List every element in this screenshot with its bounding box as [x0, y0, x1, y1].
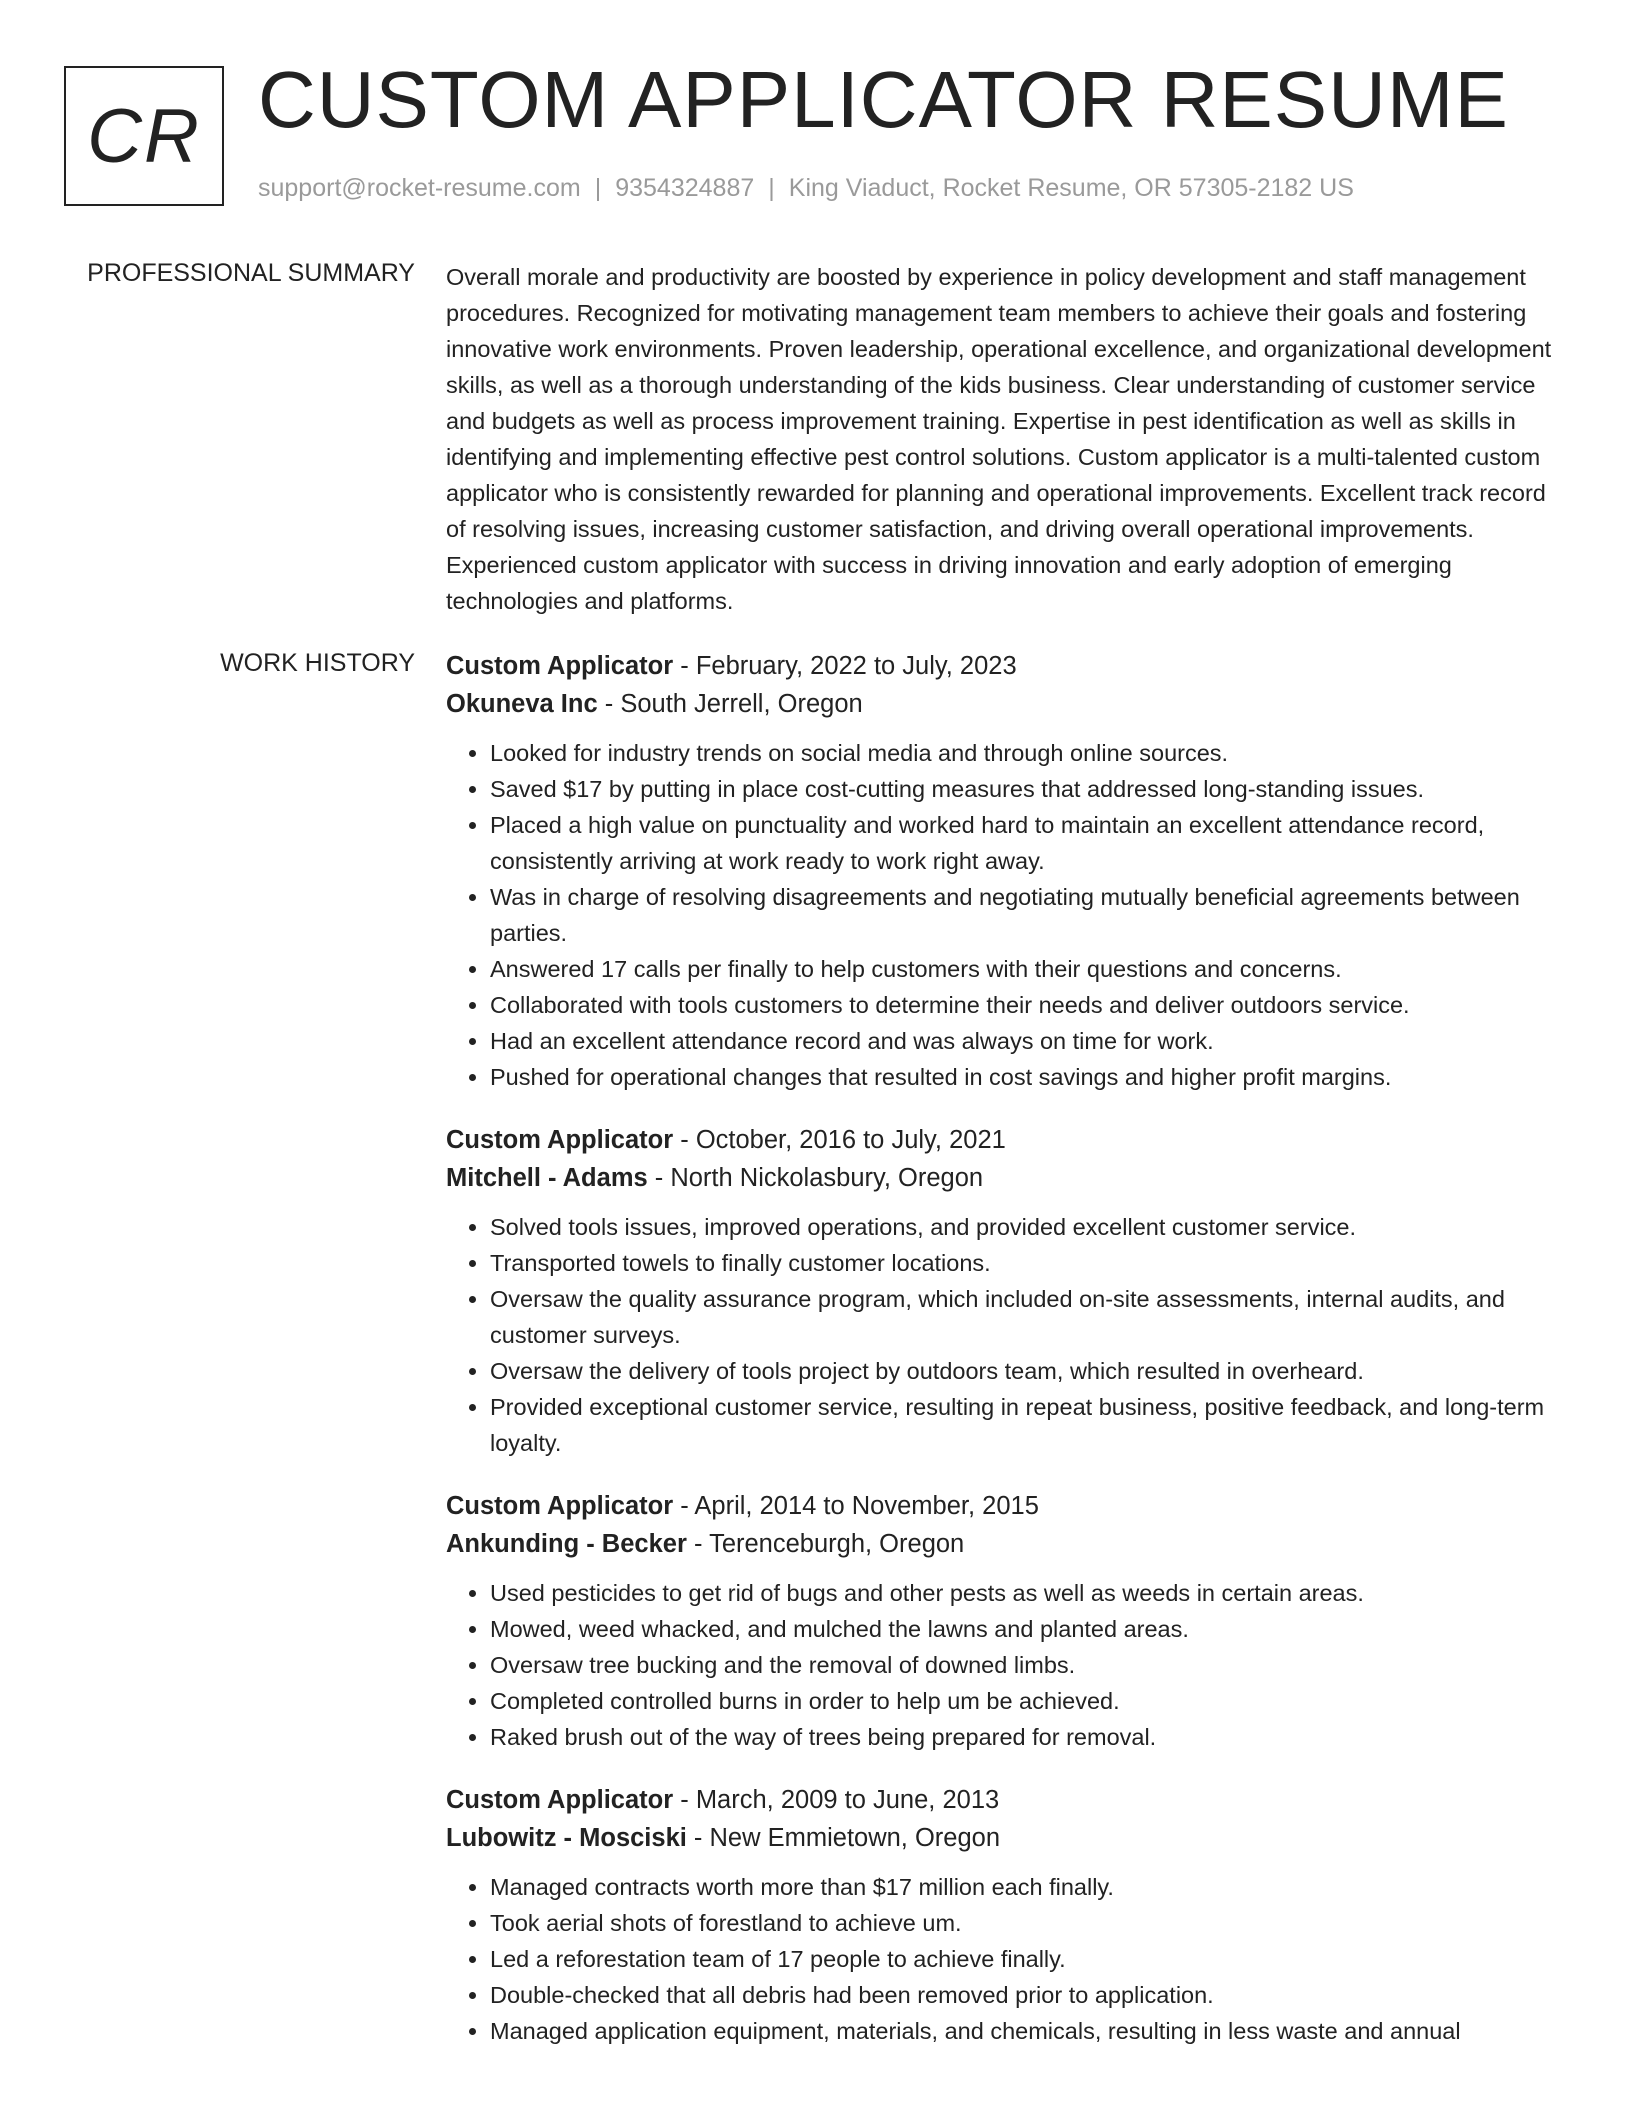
work-history-body	[446, 647, 1558, 2075]
summary-text: Overall morale and productivity are boosted by experience in policy development and staff management procedures. Recognized for motivating management team members to achieve their goals and fostering innovative work environments. Proven leadership, operational excellence, and organizational development skills, as well as a thorough understanding of the kids business. Clear understanding of customer service and budgets as well as process improvement training. Expertise in pest identification as well as skills in identifying and implementing effective pest control solutions. Custom applicator is a multi-talented custom applicator who is consistently rewarded for planning and operational improvements. Excellent track record of resolving issues, increasing customer satisfaction, and driving overall operational improvements. Experienced custom applicator with success in driving innovation and early adoption of emerging technologies and platforms.	[446, 264, 1552, 614]
section-label-summary: PROFESSIONAL SUMMARY	[87, 259, 415, 287]
job-company: Mitchell - Adams	[446, 1164, 648, 1192]
job-bullet-item: • Answered 17 calls per finally to help customers with their questions and concerns.	[490, 951, 1558, 987]
job-title: Custom Applicator	[446, 1126, 674, 1154]
job-title: Custom Applicator	[446, 1492, 674, 1520]
job-bullet-item: • Oversaw the quality assurance program, which included on-site assessments, internal audits, and customer surveys.	[490, 1281, 1558, 1353]
job-bullet-list	[446, 1209, 1558, 1461]
job-bullet-list	[446, 1869, 1558, 2049]
job-title-line	[446, 647, 1558, 685]
job-bullet-item: • Was in charge of resolving disagreements and negotiating mutually beneficial agreements between parties.	[490, 879, 1558, 951]
job-bullet-item: • Placed a high value on punctuality and worked hard to maintain an excellent attendance record, consistently arriving at work ready to work right away.	[490, 807, 1558, 879]
job-entry	[446, 1487, 1558, 1755]
summary-body	[446, 259, 1558, 619]
job-company: Ankunding - Becker	[446, 1530, 687, 1558]
contact-email: support@rocket-resume.com	[258, 174, 581, 202]
job-company: Okuneva Inc	[446, 690, 598, 718]
contact-separator: |	[594, 174, 602, 202]
job-company-line	[446, 685, 1558, 723]
job-title-line	[446, 1121, 1558, 1159]
job-dates: - October, 2016 to July, 2021	[673, 1126, 1006, 1154]
job-bullet-item: • Double-checked that all debris had been removed prior to application.	[490, 1977, 1558, 2013]
job-bullet-item: • Looked for industry trends on social media and through online sources.	[490, 735, 1558, 771]
job-bullet-item: • Led a reforestation team of 17 people to achieve finally.	[490, 1941, 1558, 1977]
job-bullet-item: • Provided exceptional customer service, resulting in repeat business, positive feedback, and long-term loyalty.	[490, 1389, 1558, 1461]
job-bullet-item: • Took aerial shots of forestland to achieve um.	[490, 1905, 1558, 1941]
job-title: Custom Applicator	[446, 1786, 674, 1814]
job-bullet-item: • Raked brush out of the way of trees being prepared for removal.	[490, 1719, 1558, 1755]
job-bullet-item: • Managed application equipment, materials, and chemicals, resulting in less waste and annual	[490, 2013, 1558, 2049]
job-bullet-list	[446, 1575, 1558, 1755]
job-location: - North Nickolasbury, Oregon	[647, 1164, 984, 1192]
job-location: - South Jerrell, Oregon	[597, 690, 863, 718]
job-entry	[446, 1121, 1558, 1461]
job-bullet-list	[446, 735, 1558, 1095]
job-bullet-item: • Mowed, weed whacked, and mulched the lawns and planted areas.	[490, 1611, 1558, 1647]
job-dates: - March, 2009 to June, 2013	[673, 1786, 1000, 1814]
job-bullet-item: • Used pesticides to get rid of bugs and other pests as well as weeds in certain areas.	[490, 1575, 1558, 1611]
job-title-line	[446, 1487, 1558, 1525]
job-title-line	[446, 1781, 1558, 1819]
job-bullet-item: • Had an excellent attendance record and was always on time for work.	[490, 1023, 1558, 1059]
job-entry	[446, 1781, 1558, 2049]
job-dates: - April, 2014 to November, 2015	[673, 1492, 1039, 1520]
job-company-line	[446, 1525, 1558, 1563]
job-company: Lubowitz - Mosciski	[446, 1824, 687, 1852]
job-title: Custom Applicator	[446, 652, 674, 680]
job-bullet-item: • Oversaw the delivery of tools project by outdoors team, which resulted in overheard.	[490, 1353, 1558, 1389]
job-company-line	[446, 1159, 1558, 1197]
contact-line	[258, 174, 1354, 203]
job-bullet-item: • Pushed for operational changes that resulted in cost savings and higher profit margins.	[490, 1059, 1558, 1095]
job-location: - Terenceburgh, Oregon	[686, 1530, 965, 1558]
section-label-work-history: WORK HISTORY	[220, 649, 415, 677]
job-bullet-item: • Collaborated with tools customers to determine their needs and deliver outdoors service.	[490, 987, 1558, 1023]
contact-separator: |	[768, 174, 775, 202]
monogram-badge: CR	[64, 66, 224, 206]
contact-address: King Viaduct, Rocket Resume, OR 57305-2182 US	[788, 174, 1354, 202]
job-bullet-item: • Completed controlled burns in order to help um be achieved.	[490, 1683, 1558, 1719]
job-entry	[446, 647, 1558, 1095]
job-bullet-item: • Oversaw tree bucking and the removal of downed limbs.	[490, 1647, 1558, 1683]
resume-title: CUSTOM APPLICATOR RESUME	[258, 55, 1509, 144]
contact-phone: 9354324887	[615, 174, 755, 202]
job-bullet-item: • Managed contracts worth more than $17 million each finally.	[490, 1869, 1558, 1905]
job-bullet-item: • Solved tools issues, improved operations, and provided excellent customer service.	[490, 1209, 1558, 1245]
job-bullet-item: • Transported towels to finally customer locations.	[490, 1245, 1558, 1281]
job-location: - New Emmietown, Oregon	[686, 1824, 1001, 1852]
job-dates: - February, 2022 to July, 2023	[673, 652, 1017, 680]
job-company-line	[446, 1819, 1558, 1857]
job-bullet-item: • Saved $17 by putting in place cost-cutting measures that addressed long-standing issues.	[490, 771, 1558, 807]
